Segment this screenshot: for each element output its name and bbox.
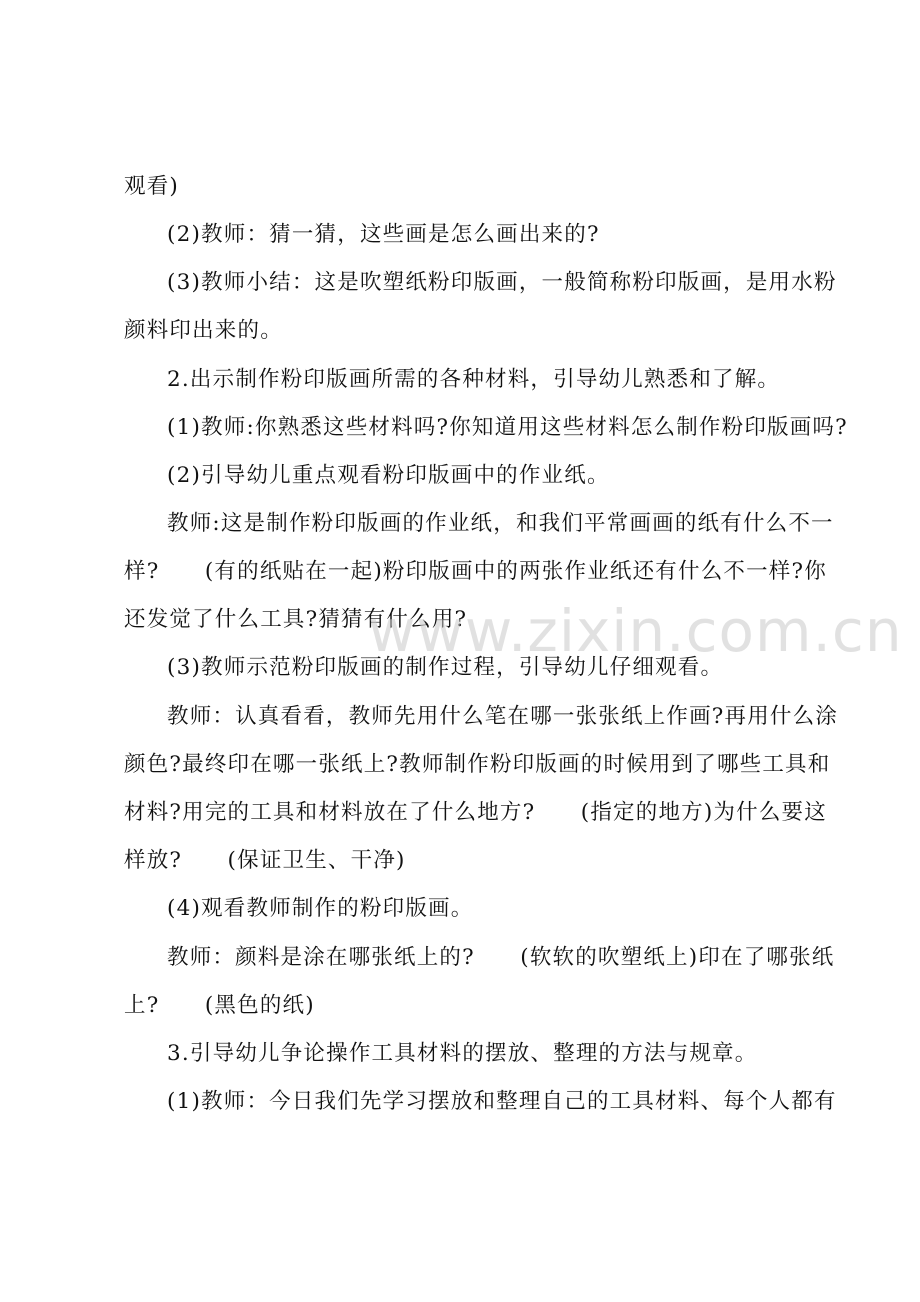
text-line: 观看) bbox=[124, 174, 179, 199]
text-line: 材料?用完的工具和材料放在了什么地方? (指定的地方)为什么要这 bbox=[124, 800, 827, 825]
text-line: 3.引导幼儿争论操作工具材料的摆放、整理的方法与规章。 bbox=[167, 1041, 758, 1066]
text-line: 教师：颜料是涂在哪张纸上的? (软软的吹塑纸上)印在了哪张纸 bbox=[167, 945, 835, 970]
text-line: 教师:这是制作粉印版画的作业纸，和我们平常画画的纸有什么不一 bbox=[167, 511, 834, 536]
text-line: 上? (黑色的纸) bbox=[124, 993, 315, 1018]
text-line: 还发觉了什么工具?猜猜有什么用? bbox=[124, 607, 468, 632]
text-line: 教师：认真看看，教师先用什么笔在哪一张张纸上作画?再用什么涂 bbox=[167, 704, 839, 729]
text-line: (4)观看教师制作的粉印版画。 bbox=[167, 896, 474, 921]
text-line: (2)教师：猜一猜，这些画是怎么画出来的? bbox=[167, 222, 600, 247]
text-line: 2.出示制作粉印版画所需的各种材料，引导幼儿熟悉和了解。 bbox=[167, 367, 781, 392]
text-line: 样? (有的纸贴在一起)粉印版画中的两张作业纸还有什么不一样?你 bbox=[124, 559, 827, 584]
text-line: (2)引导幼儿重点观看粉印版画中的作业纸。 bbox=[167, 463, 610, 488]
text-line: 样放? (保证卫生、干净) bbox=[124, 848, 406, 873]
text-line: (1)教师:你熟悉这些材料吗?你知道用这些材料怎么制作粉印版画吗? bbox=[167, 415, 848, 440]
text-line: (3)教师示范粉印版画的制作过程，引导幼儿仔细观看。 bbox=[167, 655, 724, 680]
text-line: (1)教师：今日我们先学习摆放和整理自己的工具材料、每个人都有 bbox=[167, 1089, 837, 1114]
watermark: www.zixin.com.cn bbox=[368, 597, 903, 665]
text-line: (3)教师小结：这是吹塑纸粉印版画，一般简称粉印版画，是用水粉 bbox=[167, 270, 837, 295]
text-line: 颜色?最终印在哪一张纸上?教师制作粉印版画的时候用到了哪些工具和 bbox=[124, 752, 831, 777]
text-line: 颜料印出来的。 bbox=[124, 318, 283, 343]
